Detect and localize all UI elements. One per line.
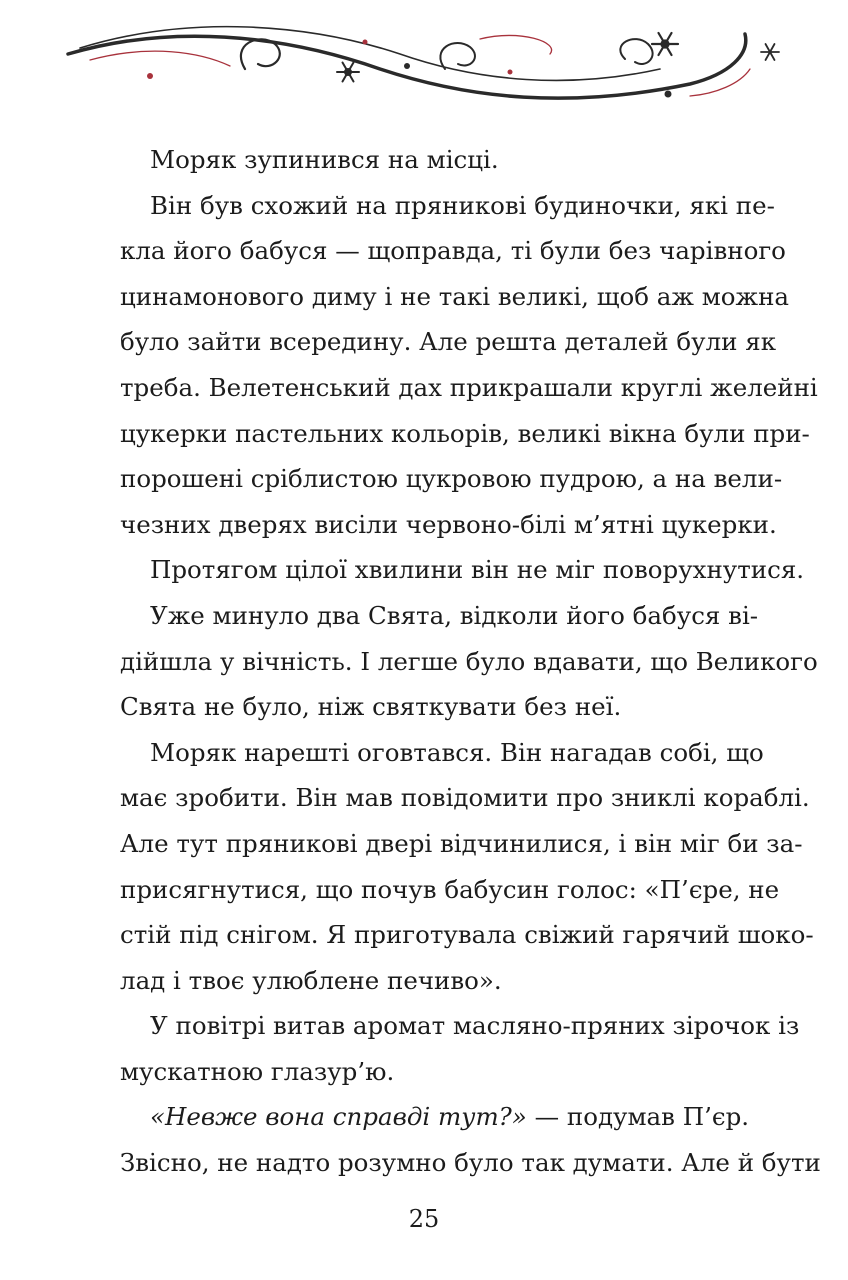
text-line: Моряк зупинився на місці. [150, 145, 499, 174]
text-line: присягнутися, що почув бабусин голос: «П’єре, не [120, 874, 780, 904]
snowflake-icon [761, 44, 779, 60]
ornament-swirl-left-curl [241, 39, 280, 69]
text-line: лад і твоє улюблене печиво». [120, 965, 502, 995]
ornament-dot [665, 91, 672, 98]
ornament-swirl-right-curl [620, 39, 652, 64]
text-line: Він був схожий на пряникові будиночки, які пе- [150, 190, 775, 220]
text-line: Але тут пряникові двері відчинилися, і він міг би за- [120, 828, 803, 858]
text-line: цинамонового диму і не такі великі, щоб аж можна [120, 281, 790, 311]
ornament-swirl-secondary [80, 27, 660, 81]
text-line: Свята не було, ніж святкувати без неї. [120, 692, 622, 722]
text-line: дійшла у вічність. І легше було вдавати, що Великого [120, 646, 818, 676]
decorative-header-ornament [50, 14, 790, 114]
snowflake-icon [652, 33, 678, 55]
text-line: Протягом цілої хвилини він не міг поворухнутися. [150, 555, 805, 585]
italic-quote: «Невже вона справді тут?» [150, 1102, 527, 1132]
text-line: порошені сріблистою цукровою пудрою, а на вели- [120, 464, 783, 494]
text-line: стій під снігом. Я приготувала свіжий гарячий шоко- [120, 920, 814, 950]
ornament-dot [404, 63, 410, 69]
text-line: Звісно, не надто розумно було так думати. Але й бути [120, 1148, 821, 1178]
ornament-dot [363, 40, 368, 45]
ornament-accent-line-right [480, 35, 552, 54]
body-text [120, 137, 821, 1186]
text-line: треба. Велетенський дах прикрашали круглі желейні [120, 372, 818, 402]
text-line: було зайти всередину. Але решта деталей були як [120, 327, 777, 357]
ornament-dot [147, 73, 153, 79]
ornament-dot [508, 70, 513, 75]
text-line: чезних дверях висіли червоно-білі м’ятні цукерки. [120, 509, 777, 539]
ornament-swirl-mid-curl [440, 43, 475, 69]
text-line: У повітрі витав аромат масляно-пряних зірочок із [150, 1011, 800, 1041]
text-line: Моряк нарешті оговтався. Він нагадав собі, що [150, 737, 764, 767]
text-line: цукерки пастельних кольорів, великі вікна були при- [120, 418, 810, 448]
text-line: мускатною глазур’ю. [120, 1056, 395, 1086]
text-line: має зробити. Він мав повідомити про зниклі кораблі. [120, 783, 810, 813]
text-line: Уже минуло два Свята, відколи його бабуся ві- [150, 600, 759, 630]
text-line: кла його бабуся — щоправда, ті були без чарівного [120, 236, 786, 266]
page-number: 25 [408, 1205, 440, 1233]
snowflake-icon [337, 63, 359, 82]
ornament-accent-line-left [90, 51, 230, 66]
text-line [120, 1094, 750, 1140]
quote-attribution: — подумав П’єр. [526, 1102, 750, 1132]
